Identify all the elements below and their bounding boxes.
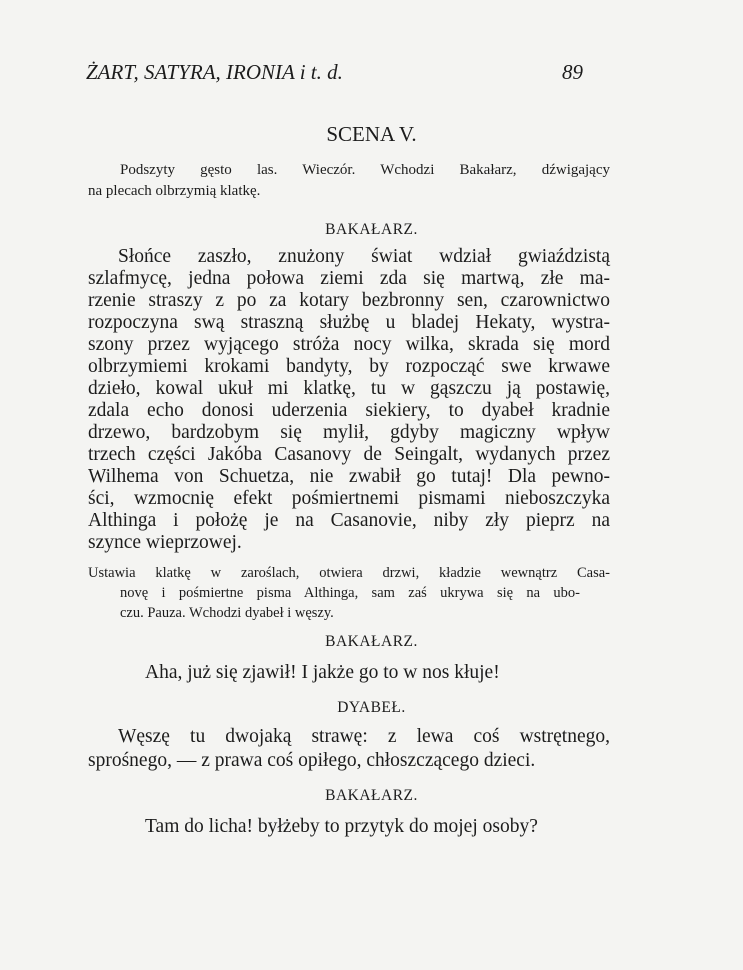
speaker-name: BAKAŁARZ. [325, 633, 418, 650]
speech-line: zdala echo donosi uderzenia siekiery, to dyabeł kradnie [88, 400, 610, 421]
speech-line: Węszę tu dwojaką strawę: z lewa coś wstrętnego, [118, 726, 610, 747]
speech-line: rozpoczyna swą straszną służbę u bladej Hekaty, wystra- [88, 312, 610, 333]
speech-line: ści, wzmocnię efekt pośmiertnemi pismami nieboszczyka [88, 488, 610, 509]
speech-line: trzech części Jakóba Casanovy de Seingalt, wydanych przez [88, 444, 610, 465]
speech-line: olbrzymiemi krokami bandyty, by rozpocząć swe krwawe [88, 356, 610, 377]
running-header: ŻART, SATYRA, IRONIA i t. d. [86, 60, 343, 84]
stage-direction-line: na plecach olbrzymią klatkę. [88, 183, 261, 199]
speech-line: rzenie straszy z po za kotary bezbronny sen, czarownictwo [88, 290, 610, 311]
speech-line: szlafmycę, jedna połowa ziemi zda się martwą, złe ma- [88, 268, 610, 289]
scene-title: SCENA V. [326, 122, 417, 146]
stage-direction-line: Podszyty gęsto las. Wieczór. Wchodzi Bakałarz, dźwigający [120, 162, 610, 178]
speech-line: szynce wieprzowej. [88, 532, 242, 553]
stage-direction-line: Ustawia klatkę w zaroślach, otwiera drzwi, kładzie wewnątrz Casa- [88, 565, 610, 581]
speech-line: drzewo, bardzobym się mylił, gdyby magiczny wpływ [88, 422, 610, 443]
speaker-name: DYABEŁ. [337, 699, 406, 716]
speech-line: Tam do licha! byłżeby to przytyk do mojej osoby? [145, 816, 538, 837]
speech-line: Wilhema von Schuetza, nie zwabił go tutaj! Dla pewno- [88, 466, 610, 487]
speech-line: sprośnego, — z prawa coś opiłego, chłoszczącego dzieci. [88, 750, 536, 771]
stage-direction-line: czu. Pauza. Wchodzi dyabeł i węszy. [120, 605, 334, 621]
speech-line: dzieło, kowal ukuł mi klatkę, tu w gąszczu ją postawię, [88, 378, 610, 399]
speech-line: Aha, już się zjawił! I jakże go to w nos kłuje! [145, 662, 500, 683]
speech-line: Althinga i położę je na Casanovie, niby zły pieprz na [88, 510, 610, 531]
speaker-name: BAKAŁARZ. [325, 787, 418, 804]
speaker-name: BAKAŁARZ. [325, 221, 418, 238]
speech-line: Słońce zaszło, znużony świat wdział gwiaździstą [118, 246, 610, 267]
page-number: 89 [562, 60, 583, 84]
stage-direction-line: novę i pośmiertne pisma Althinga, sam zaś ukrywa się na ubo- [120, 585, 580, 601]
speech-line: szony przez wyjącego stróża nocy wilka, skrada się mord [88, 334, 610, 355]
